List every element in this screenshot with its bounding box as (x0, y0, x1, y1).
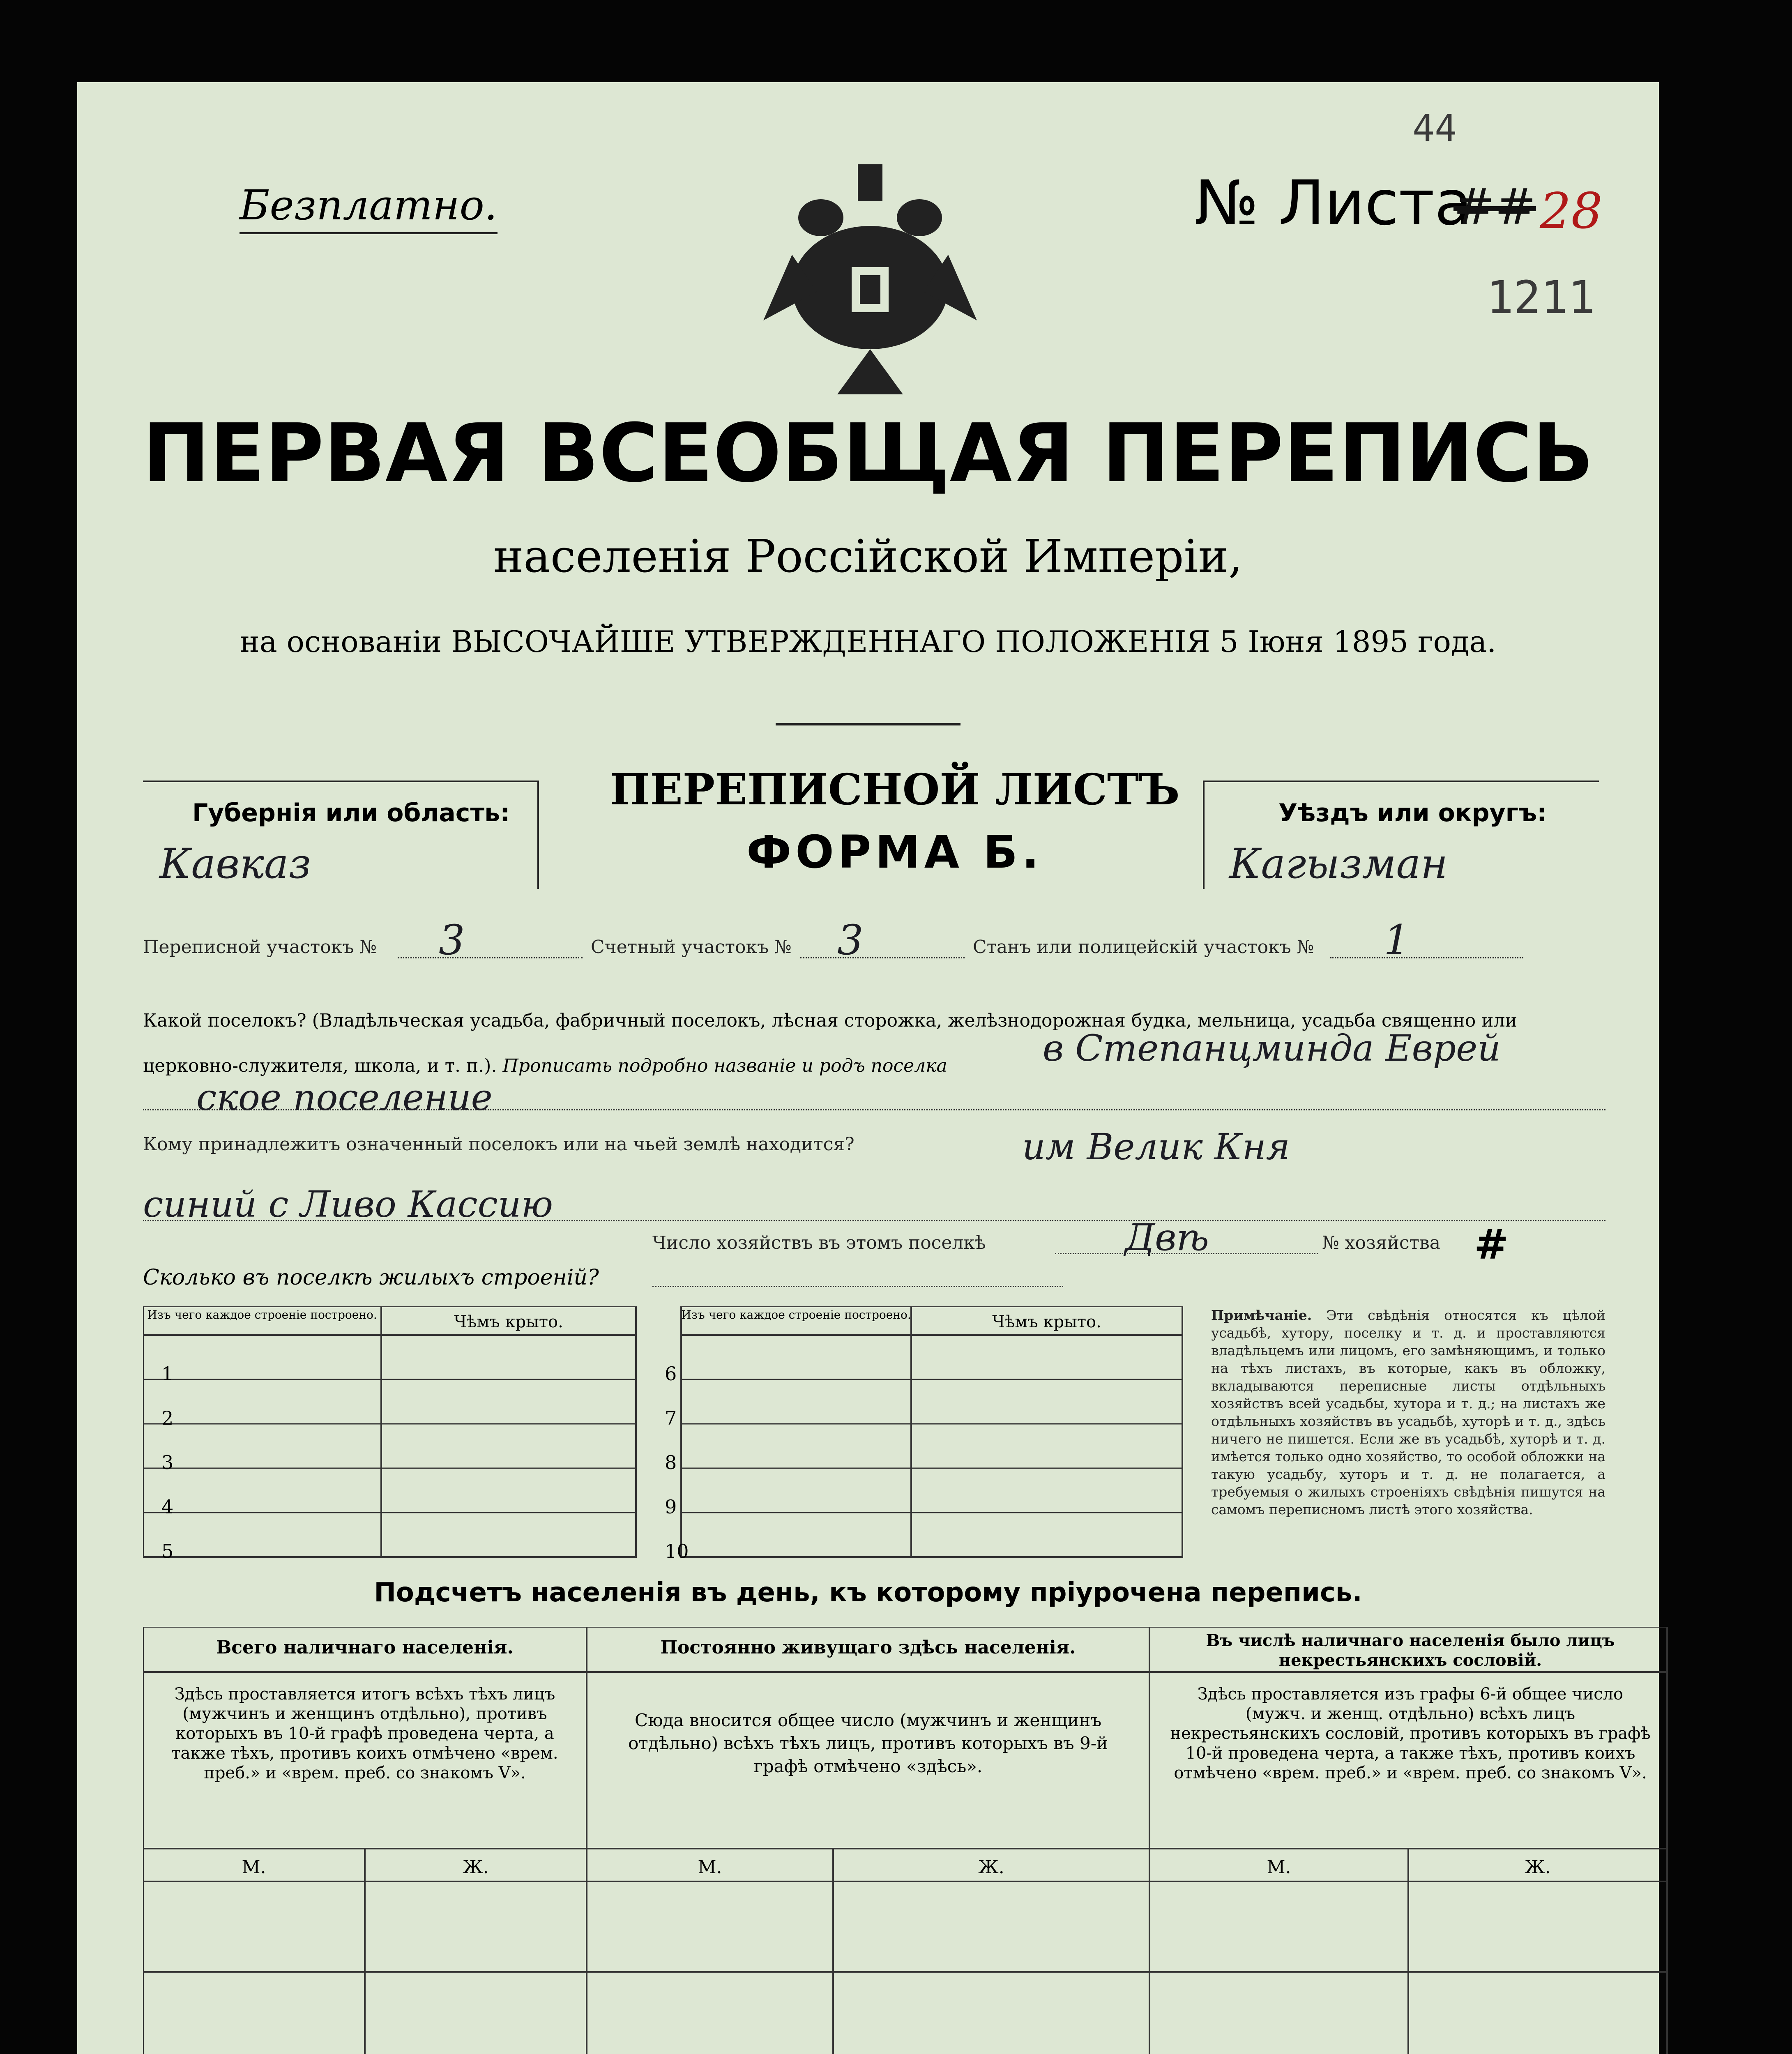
police-area-value[interactable]: 1 (1384, 916, 1410, 964)
form-title: ФОРМА Б. (746, 826, 1043, 878)
buildings-note (1211, 1306, 1605, 1518)
row-number: 4 (161, 1496, 174, 1518)
count-area-line (800, 957, 965, 958)
buildings-col-built-left: Изъ чего каждое строеніе построено. (147, 1308, 377, 1322)
settlement-value-line2[interactable]: ское поселение (196, 1076, 493, 1119)
pencil-note-top: 44 (1412, 107, 1457, 150)
settlement-value-line1[interactable]: в Степанцминда Еврей (1043, 1027, 1501, 1069)
district-box (1203, 781, 1599, 889)
buildings-col-built-right: Изъ чего каждое строеніе построено. (681, 1308, 911, 1322)
district-label: Уѣздъ или округъ: (1278, 799, 1547, 827)
settlement-instruction: Прописать подробно названіе и родъ поселка (502, 1055, 947, 1076)
population-col1-title: Всего наличнаго населенія. (216, 1637, 514, 1658)
census-form-sheet (77, 82, 1659, 2054)
census-area-label: Переписной участокъ № (143, 937, 377, 958)
owner-value-line2[interactable]: синий с Ливо Кассию (143, 1183, 553, 1225)
sub-title: населенія Россійской Имперіи, (493, 530, 1243, 583)
pencil-note-right: 1211 (1486, 271, 1595, 324)
population-col3-title: Въ числѣ наличнаго населенія было лицъ некрестьянскихъ сословій. (1206, 1631, 1615, 1670)
row-number: 1 (161, 1363, 174, 1385)
settlement-note: (Владѣльческая усадьба, фабричный поселокъ, лѣсная сторожка, желѣзнодорожная будка, мельница, усадьба священно или церковно-служителя, школа, и т. п.). (143, 1010, 1517, 1076)
row-number: 3 (161, 1451, 174, 1474)
col3-male: М. (1267, 1857, 1291, 1878)
count-area-value[interactable]: 3 (837, 916, 864, 964)
population-col1-text: Здѣсь проставляется итогъ всѣхъ тѣхъ лицъ (мужчинъ и женщинъ отдѣльно), противъ которыхъ въ 10-й графѣ проведена черта, а также тѣхъ, противъ коихъ отмѣчено «врем. преб.» и «врем. преб. со знакомъ V». (171, 1685, 558, 1782)
row-number: 5 (161, 1540, 174, 1562)
buildings-line (652, 1286, 1063, 1287)
main-title: ПЕРВАЯ ВСЕОБЩАЯ ПЕРЕПИСЬ (142, 407, 1594, 500)
buildings-col-roof-left: Чѣмъ крыто. (454, 1313, 563, 1331)
buildings-label: Сколько въ поселкѣ жилыхъ строеній? (143, 1265, 599, 1290)
sheet-number-struck: ## (1453, 179, 1536, 236)
police-area-line (1330, 957, 1523, 958)
household-number-value[interactable]: # (1474, 1220, 1509, 1269)
row-number: 6 (665, 1363, 677, 1385)
row-number: 10 (665, 1540, 689, 1562)
police-area-label: Станъ или полицейскій участокъ № (973, 937, 1314, 958)
row-number: 2 (161, 1407, 174, 1429)
households-label: Число хозяйствъ въ этомъ поселкѣ (652, 1232, 986, 1253)
census-area-value[interactable]: 3 (439, 916, 465, 964)
sheet-number-value: 28 (1540, 183, 1603, 240)
census-area-line (398, 957, 583, 958)
population-col2-text: Сюда вносится общее число (мужчинъ и женщинъ отдѣльно) всѣхъ тѣхъ лицъ, противъ которыхъ въ 9-й графѣ отмѣчено «здѣсь». (628, 1710, 1108, 1776)
province-box (143, 781, 539, 889)
list-title: ПЕРЕПИСНОЙ ЛИСТЪ (610, 764, 1180, 815)
households-value[interactable]: Двѣ (1125, 1216, 1209, 1259)
col2-female: Ж. (978, 1857, 1004, 1878)
double-headed-eagle-emblem (755, 156, 985, 398)
owner-label: Кому принадлежитъ означенный поселокъ или на чьей землѣ находится? (143, 1134, 855, 1155)
population-col3-text: Здѣсь проставляется изъ графы 6-й общее число (мужч. и женщ. отдѣльно) всѣхъ лицъ некрестьянскихъ сословій, противъ которыхъ въ графѣ 10-й проведена черта, а также тѣхъ, противъ коихъ отмѣчено «врем. преб.» и «врем. преб. со знакомъ V». (1170, 1685, 1651, 1782)
row-number: 7 (665, 1407, 677, 1429)
row-number: 9 (665, 1496, 677, 1518)
province-label: Губернія или область: (192, 799, 510, 827)
note-text: Эти свѣдѣнія относятся къ цѣлой усадьбѣ, хутору, поселку и т. д. и проставляются владѣльцемъ или лицомъ, его замѣняющимъ, и только на тѣхъ листахъ, въ которые, какъ въ обложку, вкладываются переписные листы отдѣльныхъ хозяйствъ всей усадьбы, хутора и т. д.; на листахъ же отдѣльныхъ хозяйствъ въ усадьбѣ, хуторѣ и т. д., здѣсь ничего не пишется. Если же въ усадьбѣ, хуторѣ и т. д. имѣется только одно хозяйство, то особой обложки на такую усадьбу, хуторъ и т. д. не полагается, а требуемыя о жилыхъ строеніяхъ свѣдѣнія пишутся на самомъ переписномъ листѣ этого хозяйства. (1211, 1307, 1605, 1517)
count-area-label: Счетный участокъ № (591, 937, 792, 958)
col1-male: М. (242, 1857, 266, 1878)
population-title: Подсчетъ населенія въ день, къ которому пріурочена перепись. (374, 1577, 1362, 1608)
col2-male: М. (698, 1857, 722, 1878)
buildings-rows-right (665, 1352, 689, 1573)
population-col2-title: Постоянно живущаго здѣсь населенія. (660, 1637, 1076, 1658)
sheet-number-label: № Листа (1195, 168, 1472, 239)
buildings-col-roof-right: Чѣмъ крыто. (992, 1313, 1101, 1331)
province-value: Кавказ (159, 840, 311, 888)
divider (776, 723, 960, 725)
settlement-label: Какой поселокъ? (143, 1010, 306, 1031)
free-label: Безплатно. (240, 179, 498, 234)
buildings-rows-left (161, 1352, 173, 1573)
owner-value-line1[interactable]: им Велик Кня (1022, 1126, 1290, 1168)
basis-line: на основаніи ВЫСОЧАЙШЕ УТВЕРЖДЕННАГО ПОЛОЖЕНІЯ 5 Іюня 1895 года. (240, 624, 1497, 659)
col1-female: Ж. (463, 1857, 489, 1878)
note-label: Примѣчаніе. (1211, 1307, 1312, 1323)
household-number-label: № хозяйства (1322, 1232, 1440, 1253)
row-number: 8 (665, 1451, 677, 1474)
district-value: Кагызман (1229, 840, 1448, 888)
col3-female: Ж. (1525, 1857, 1551, 1878)
